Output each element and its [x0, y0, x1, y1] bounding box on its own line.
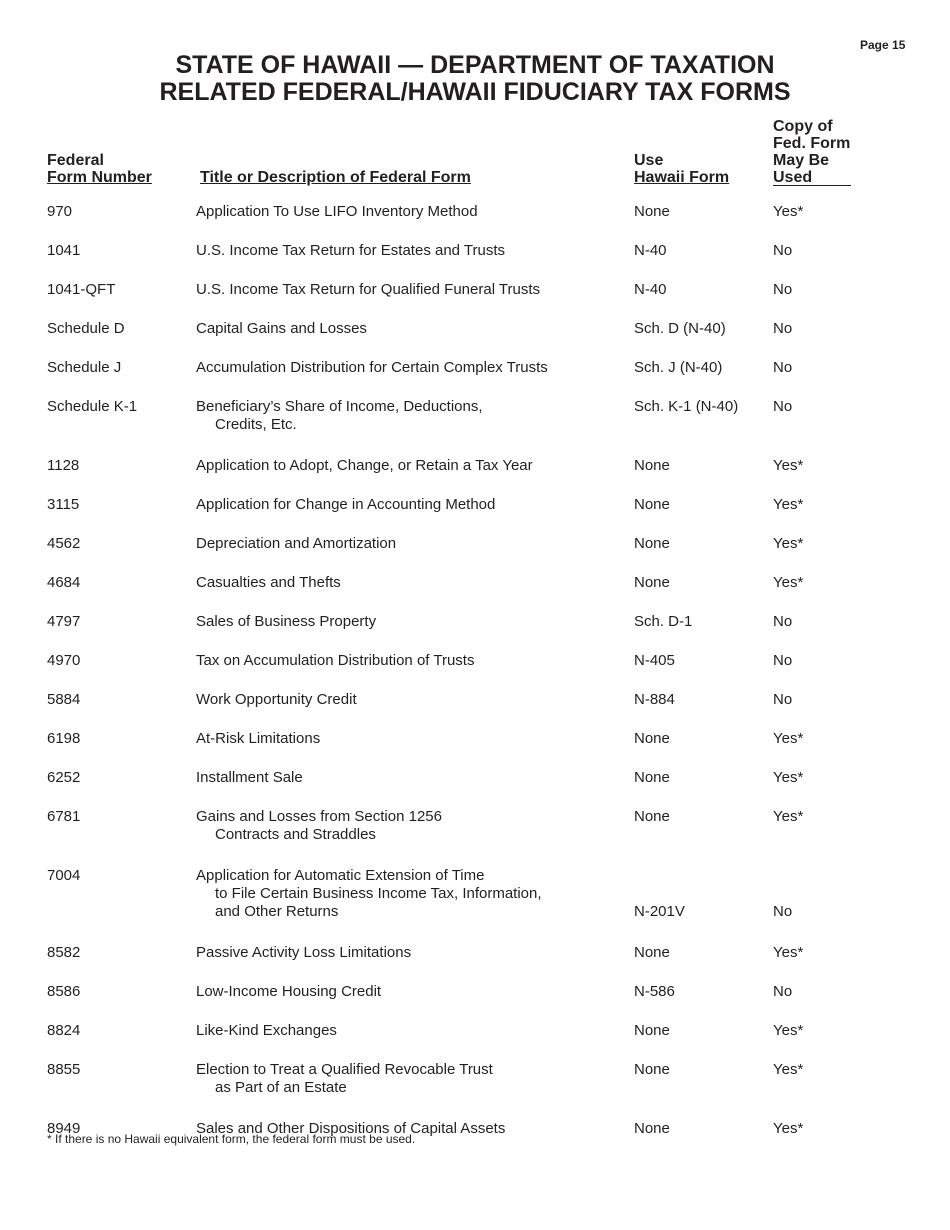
form-number: Schedule J [47, 359, 122, 376]
copy-may-be-used: Yes* [773, 730, 804, 747]
table-row [0, 359, 950, 398]
header-copy-line-2: Fed. Form [773, 135, 851, 152]
form-number: 4562 [47, 535, 81, 552]
header-copy-used: Used [773, 170, 851, 186]
header-federal-line-1: Federal [47, 152, 104, 169]
copy-may-be-used: Yes* [773, 808, 804, 825]
copy-may-be-used: Yes* [773, 535, 804, 552]
page-number: Page 15 [860, 38, 906, 52]
hawaii-form: None [634, 1022, 670, 1039]
form-title-line: Passive Activity Loss Limitations [196, 944, 412, 961]
copy-may-be-used: No [773, 359, 793, 376]
title-line-1: STATE OF HAWAII — DEPARTMENT OF TAXATION [175, 51, 775, 79]
form-title-line: as Part of an Estate [215, 1079, 347, 1096]
hawaii-form: None [634, 808, 670, 825]
form-title [196, 535, 616, 553]
copy-may-be-used: Yes* [773, 203, 804, 220]
hawaii-form: N-884 [634, 691, 675, 708]
form-title [196, 242, 616, 260]
form-number: 8949 [47, 1120, 81, 1137]
copy-may-be-used: Yes* [773, 1061, 804, 1078]
form-number: 3115 [47, 496, 80, 513]
header-copy-may-be-used [773, 118, 851, 186]
form-number: 970 [47, 203, 73, 220]
form-title-line: and Other Returns [215, 903, 339, 920]
footnote: * If there is no Hawaii equivalent form, the federal form must be used. [47, 1132, 416, 1146]
hawaii-form: Sch. D-1 [634, 613, 693, 630]
form-number: 4797 [47, 613, 81, 630]
copy-may-be-used: No [773, 398, 793, 415]
header-use-line-1: Use [634, 152, 664, 169]
hawaii-form: None [634, 574, 670, 591]
form-title [196, 1061, 616, 1097]
form-title-line: Like-Kind Exchanges [196, 1022, 337, 1039]
form-title [196, 496, 616, 514]
table-row [0, 867, 950, 944]
form-title-line: Casualties and Thefts [196, 574, 341, 591]
header-copy-line-3: May Be [773, 152, 830, 169]
form-number: Schedule K-1 [47, 398, 138, 415]
table-row [0, 281, 950, 320]
copy-may-be-used: No [773, 652, 793, 669]
header-federal-form-number [47, 152, 152, 186]
form-title-line: U.S. Income Tax Return for Qualified Funeral Trusts [196, 281, 541, 298]
copy-may-be-used: No [773, 242, 793, 259]
hawaii-form: None [634, 496, 670, 513]
table-row [0, 769, 950, 808]
form-title-line: Contracts and Straddles [215, 826, 376, 843]
hawaii-form: N-40 [634, 281, 667, 298]
table-row [0, 730, 950, 769]
form-title [196, 652, 616, 670]
copy-may-be-used: No [773, 613, 793, 630]
form-number: 6252 [47, 769, 81, 786]
hawaii-form: Sch. J (N-40) [634, 359, 723, 376]
table-row [0, 652, 950, 691]
form-number: 7004 [47, 867, 81, 884]
form-title-line: Application for Change in Accounting Method [196, 496, 496, 513]
form-number: 1041-QFT [47, 281, 116, 298]
form-title [196, 359, 616, 377]
table-row [0, 203, 950, 242]
hawaii-form: N-40 [634, 242, 667, 259]
table-row [0, 613, 950, 652]
forms-table [0, 203, 950, 1159]
table-row [0, 1061, 950, 1120]
form-title [196, 808, 616, 844]
form-title [196, 1022, 616, 1040]
form-title-line: Application To Use LIFO Inventory Method [196, 203, 478, 220]
form-title [196, 691, 616, 709]
form-title-line: Sales of Business Property [196, 613, 377, 630]
copy-may-be-used: Yes* [773, 944, 804, 961]
copy-may-be-used: Yes* [773, 1022, 804, 1039]
form-title-line: Tax on Accumulation Distribution of Trusts [196, 652, 475, 669]
copy-may-be-used: Yes* [773, 1120, 804, 1137]
hawaii-form: N-586 [634, 983, 675, 1000]
form-title-line: Installment Sale [196, 769, 303, 786]
form-number: 8855 [47, 1061, 81, 1078]
table-row [0, 691, 950, 730]
hawaii-form: Sch. D (N-40) [634, 320, 726, 337]
copy-may-be-used: No [773, 691, 793, 708]
form-title [196, 281, 616, 299]
table-row [0, 242, 950, 281]
hawaii-form: None [634, 1061, 670, 1078]
form-title-line: Election to Treat a Qualified Revocable Trust [196, 1061, 493, 1078]
hawaii-form: None [634, 730, 670, 747]
form-title-line: Work Opportunity Credit [196, 691, 357, 708]
form-title-line: Low-Income Housing Credit [196, 983, 382, 1000]
form-number: Schedule D [47, 320, 125, 337]
form-title-line: Capital Gains and Losses [196, 320, 367, 337]
hawaii-form: None [634, 1120, 670, 1137]
form-title [196, 944, 616, 962]
hawaii-form: None [634, 944, 670, 961]
form-title-line: Gains and Losses from Section 1256 [196, 808, 442, 825]
form-title-line: Sales and Other Dispositions of Capital Assets [196, 1120, 506, 1137]
table-row [0, 574, 950, 613]
copy-may-be-used: Yes* [773, 457, 804, 474]
table-row [0, 398, 950, 457]
form-title-line: to File Certain Business Income Tax, Information, [215, 885, 542, 902]
form-title-line: Accumulation Distribution for Certain Complex Trusts [196, 359, 548, 376]
form-title [196, 983, 616, 1001]
form-number: 5884 [47, 691, 81, 708]
title-line-2: RELATED FEDERAL/HAWAII FIDUCIARY TAX FORMS [159, 78, 791, 106]
form-number: 6198 [47, 730, 81, 747]
copy-may-be-used: Yes* [773, 574, 804, 591]
form-title [196, 613, 616, 631]
form-title-line: Depreciation and Amortization [196, 535, 397, 552]
copy-may-be-used: No [773, 903, 793, 920]
form-title-line: Beneficiary’s Share of Income, Deductions, [196, 398, 483, 415]
copy-may-be-used: Yes* [773, 496, 804, 513]
table-row [0, 944, 950, 983]
form-number: 8586 [47, 983, 81, 1000]
hawaii-form: N-405 [634, 652, 675, 669]
form-title [196, 867, 616, 921]
header-use-hawaii-form [634, 152, 729, 186]
copy-may-be-used: Yes* [773, 769, 804, 786]
header-federal-line-2: Form Number [47, 169, 152, 186]
form-title [196, 457, 616, 475]
form-title [196, 730, 616, 748]
hawaii-form: None [634, 457, 670, 474]
header-title: Title or Description of Federal Form [200, 169, 471, 186]
table-row [0, 320, 950, 359]
form-number: 8582 [47, 944, 81, 961]
form-title-line: U.S. Income Tax Return for Estates and Trusts [196, 242, 506, 259]
form-number: 4684 [47, 574, 81, 591]
table-header [0, 114, 950, 186]
table-row [0, 808, 950, 867]
page-title [0, 52, 950, 106]
form-title-line: Application to Adopt, Change, or Retain a Tax Year [196, 457, 533, 474]
form-title-line: Application for Automatic Extension of Time [196, 867, 485, 884]
hawaii-form: None [634, 535, 670, 552]
copy-may-be-used: No [773, 281, 793, 298]
hawaii-form: Sch. K-1 (N-40) [634, 398, 739, 415]
form-title [196, 320, 616, 338]
hawaii-form: None [634, 769, 670, 786]
form-number: 4970 [47, 652, 81, 669]
table-row [0, 983, 950, 1022]
form-title [196, 769, 616, 787]
form-title-line: Credits, Etc. [215, 416, 297, 433]
table-row [0, 1022, 950, 1061]
form-title [196, 203, 616, 221]
form-number: 8824 [47, 1022, 81, 1039]
form-title-line: At-Risk Limitations [196, 730, 321, 747]
copy-may-be-used: No [773, 983, 793, 1000]
hawaii-form: None [634, 203, 670, 220]
table-row [0, 496, 950, 535]
table-row [0, 535, 950, 574]
form-number: 1041 [47, 242, 81, 259]
header-copy-line-1: Copy of [773, 118, 833, 135]
table-row [0, 457, 950, 496]
form-title [196, 574, 616, 592]
copy-may-be-used: No [773, 320, 793, 337]
hawaii-form: N-201V [634, 903, 685, 920]
form-number: 6781 [47, 808, 81, 825]
header-copy-line-4 [773, 169, 851, 186]
form-title [196, 398, 616, 434]
header-use-line-2: Hawaii Form [634, 169, 730, 186]
form-number: 1128 [47, 457, 80, 474]
